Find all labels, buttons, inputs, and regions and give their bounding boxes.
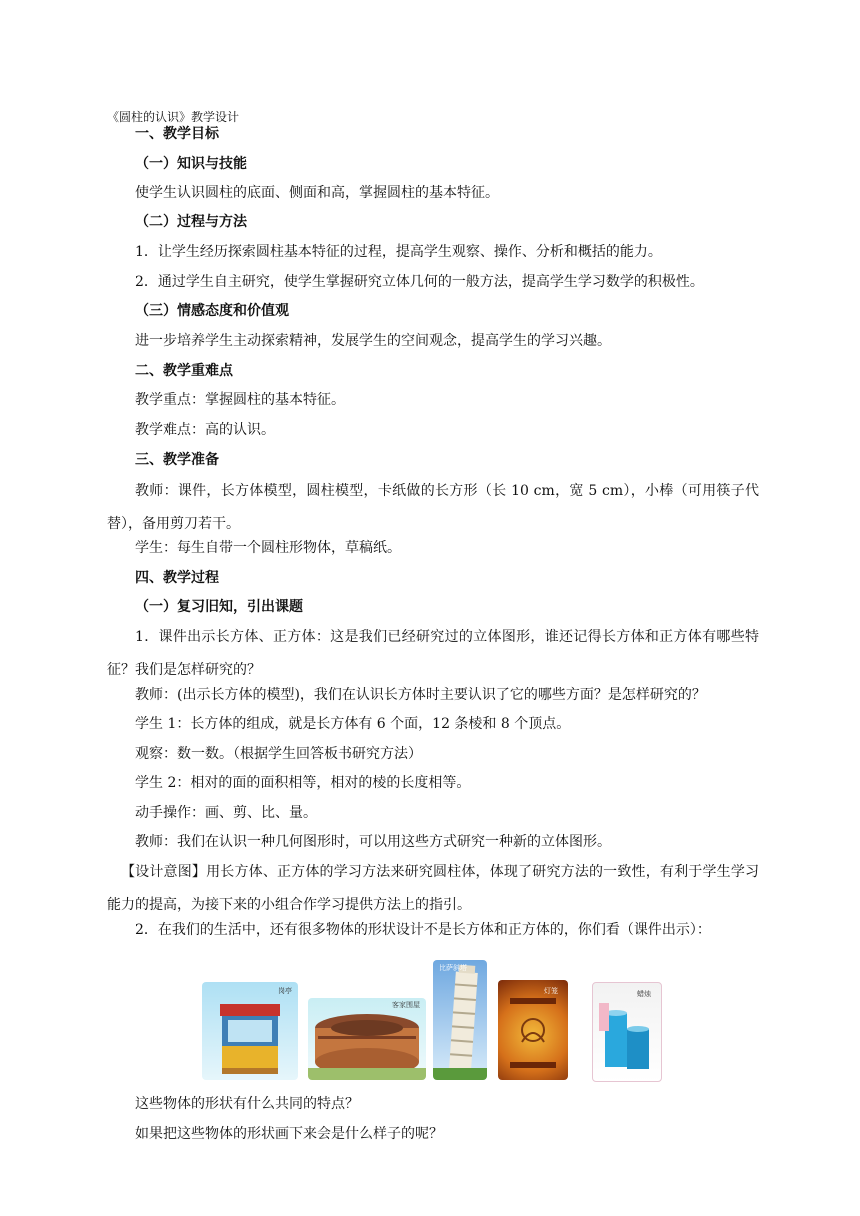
candles-image <box>592 982 662 1082</box>
paragraph: 动手操作：画、剪、比、量。 <box>135 805 317 821</box>
paragraph: 学生：每生自带一个圆柱形物体，草稿纸。 <box>135 540 401 556</box>
paragraph: 教师：(出示长方体的模型)，我们在认识长方体时主要认识了它的哪些方面？是怎样研究的？ <box>135 687 706 703</box>
guard-booth-image <box>202 982 298 1080</box>
lantern-image <box>498 980 568 1080</box>
paragraph: 2．在我们的生活中，还有很多物体的形状设计不是长方体和正方体的，你们看（课件出示）： <box>135 922 711 938</box>
paragraph: 这些物体的形状有什么共同的特点？ <box>135 1096 359 1112</box>
leaning-tower-image <box>433 960 487 1080</box>
paragraph: 2．通过学生自主研究，使学生掌握研究立体几何的一般方法，提高学生学习数学的积极性。 <box>135 274 704 290</box>
paragraph: 教师：我们在认识一种几何图形时，可以用这些方式研究一种新的立体图形。 <box>135 834 611 850</box>
paragraph: 教学重点：掌握圆柱的基本特征。 <box>135 392 345 408</box>
photo-label: 客家围屋 <box>392 1001 420 1009</box>
paragraph: 进一步培养学生主动探索精神，发展学生的空间观念，提高学生的学习兴趣。 <box>135 333 611 349</box>
section-heading-key-points: 二、教学重难点 <box>135 363 233 379</box>
paragraph: 学生 1：长方体的组成，就是长方体有 6 个面，12 条棱和 8 个顶点。 <box>135 716 571 732</box>
paragraph: 学生 2：相对的面的面积相等，相对的棱的长度相等。 <box>135 775 471 791</box>
paragraph: 使学生认识圆柱的底面、侧面和高，掌握圆柱的基本特征。 <box>135 185 499 201</box>
paragraph: 观察：数一数。（根据学生回答板书研究方法） <box>135 746 422 762</box>
section-heading-process: 四、教学过程 <box>135 570 219 586</box>
photo-label: 灯笼 <box>544 987 558 995</box>
tulou-building-image <box>308 998 426 1080</box>
paragraph: 1．让学生经历探索圆柱基本特征的过程，提高学生观察、操作、分析和概括的能力。 <box>135 244 662 260</box>
document-title: 《圆柱的认识》教学设计 <box>107 110 240 124</box>
subheading-knowledge: （一）知识与技能 <box>135 156 247 172</box>
paragraph: 1．课件出示长方体、正方体：这是我们已经研究过的立体图形，谁还记得长方体和正方体有哪些特征？我们是怎样研究的？ <box>107 629 759 678</box>
paragraph: 教师：课件，长方体模型，圆柱模型，卡纸做的长方形（长 10 cm，宽 5 cm），小棒（可用筷子代替），备用剪刀若干。 <box>107 483 759 532</box>
photo-label: 蜡烛 <box>637 990 651 998</box>
photo-label: 比萨斜塔 <box>439 964 467 972</box>
cylinder-objects-gallery <box>200 960 678 1080</box>
subheading-process: （二）过程与方法 <box>135 214 247 230</box>
paragraph-design-intent: 【设计意图】用长方体、正方体的学习方法来研究圆柱体，体现了研究方法的一致性，有利于学生学习能力的提高，为接下来的小组合作学习提供方法上的指引。 <box>107 864 759 913</box>
paragraph: 教学难点：高的认识。 <box>135 422 275 438</box>
subheading-review: （一）复习旧知，引出课题 <box>135 599 303 615</box>
paragraph: 如果把这些物体的形状画下来会是什么样子的呢？ <box>135 1126 443 1142</box>
photo-label: 岗亭 <box>278 987 292 995</box>
subheading-attitude: （三）情感态度和价值观 <box>135 303 289 319</box>
section-heading-preparation: 三、教学准备 <box>135 452 219 468</box>
section-heading-objectives: 一、教学目标 <box>135 126 219 142</box>
